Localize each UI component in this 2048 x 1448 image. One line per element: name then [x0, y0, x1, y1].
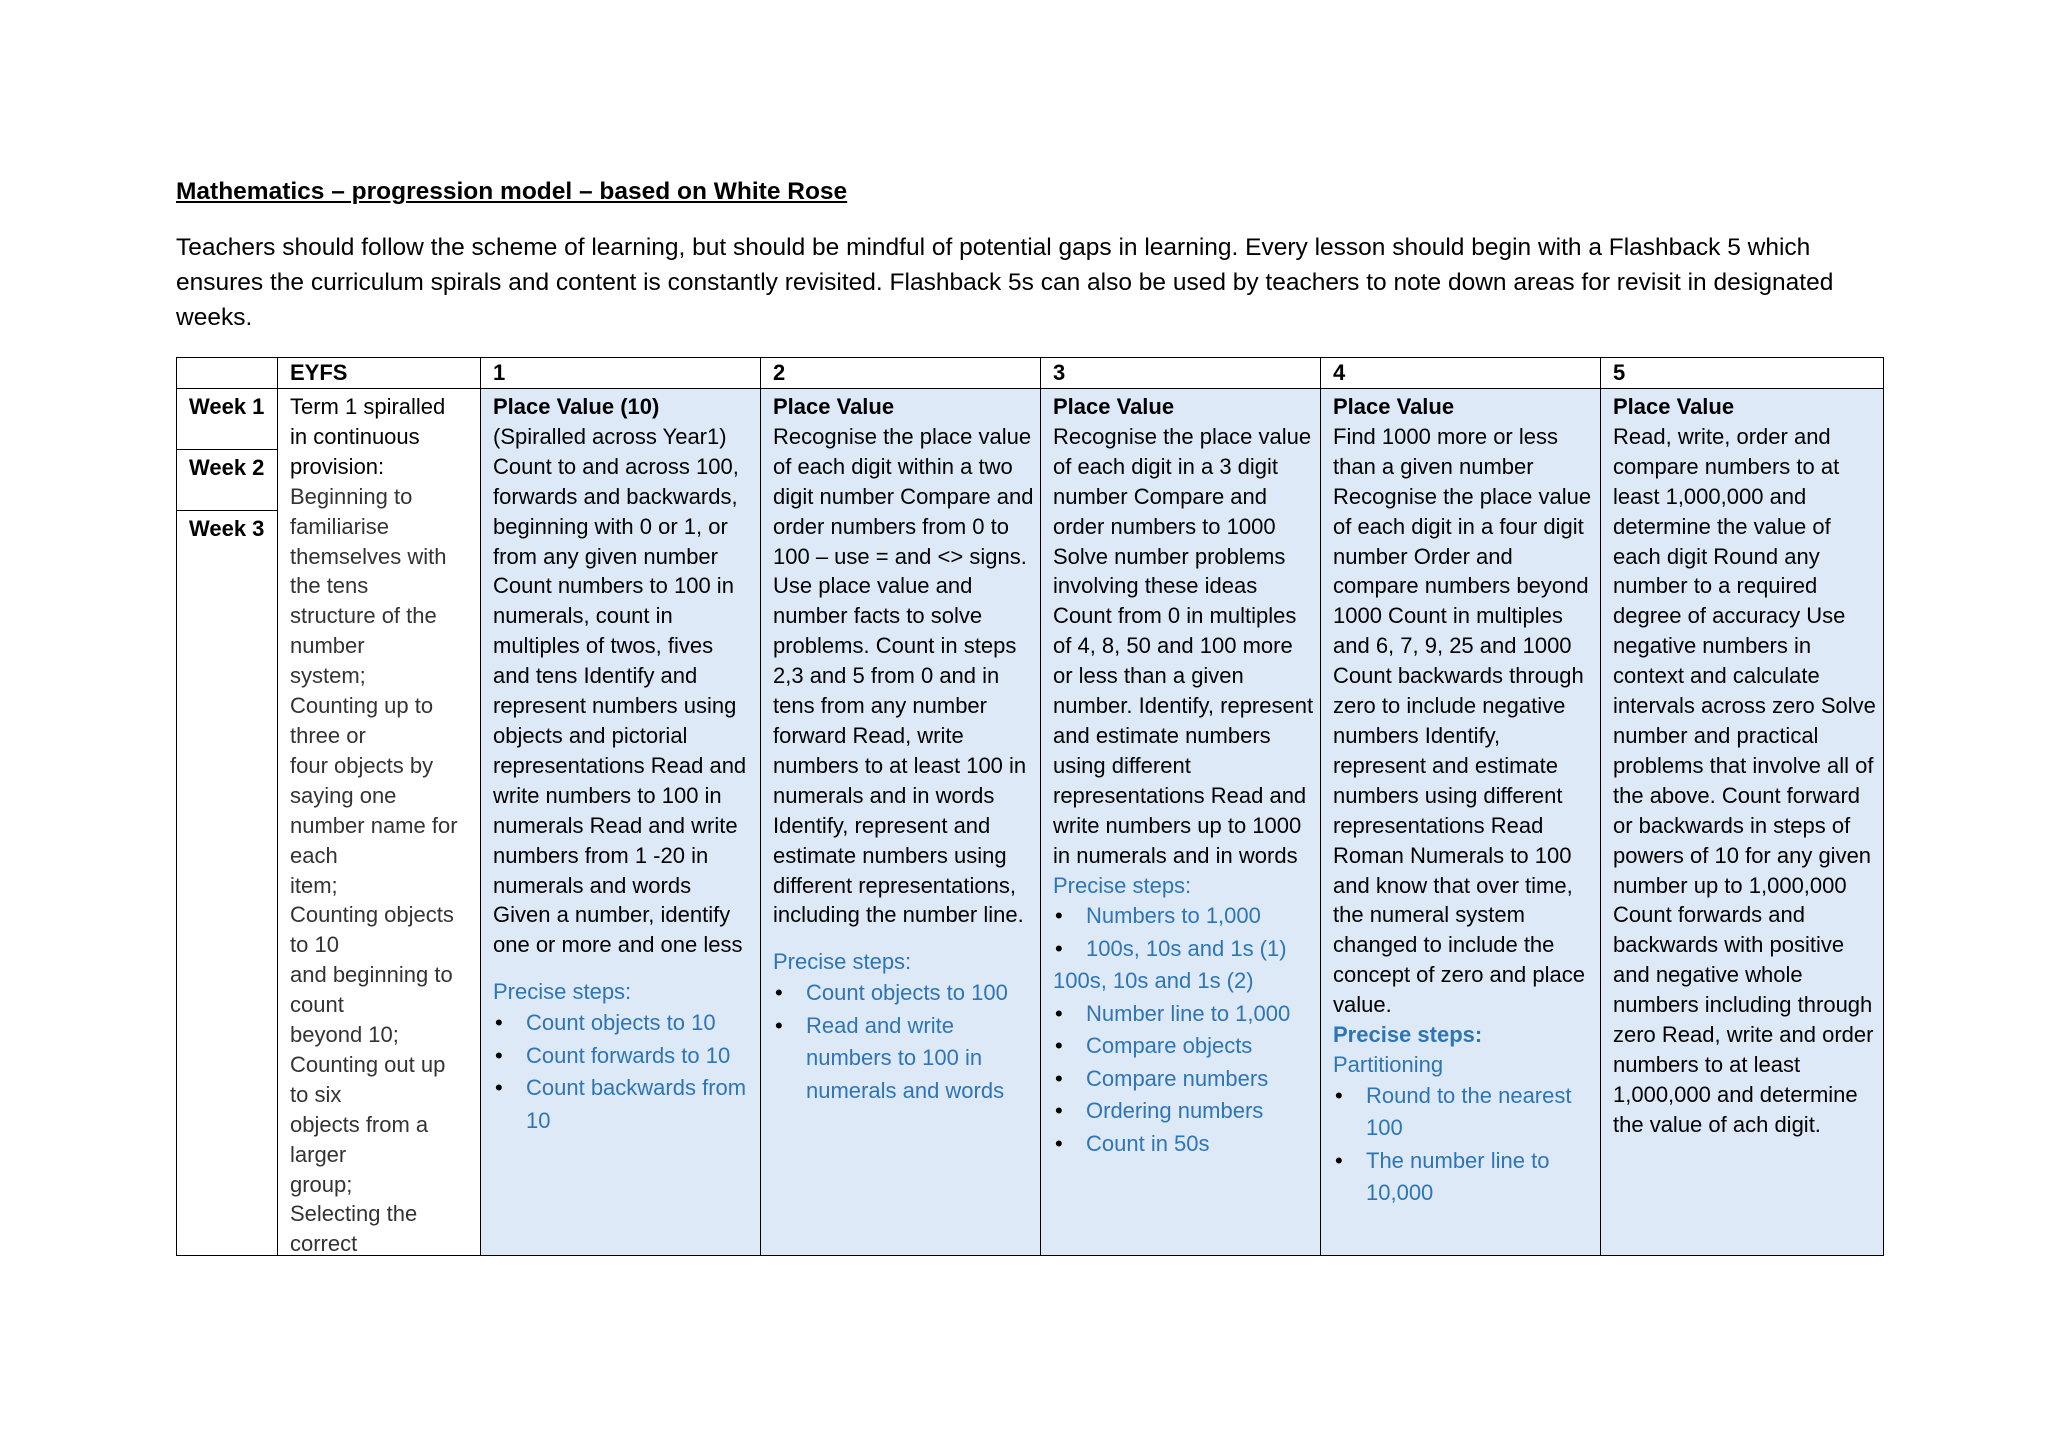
list-item: • Count objects to 10 — [493, 1007, 754, 1040]
year-2-cell — [761, 389, 1041, 1255]
eyfs-line: familiarise — [290, 513, 390, 539]
year-4-objectives: Find 1000 more or less than a given number Recognise the place value of each digit in a four digit number Order and compare numbers beyond 1000 Count in multiples and 6, 7, 9, 25 and 1000 Count backwards through zero to include negative numbers Identify, represent and estimate numbers using different representations Read Roman Numerals to 100 and know that over time, the numeral system changed to include the concept of zero and place value. — [1333, 423, 1592, 1018]
eyfs-lead-1: Term 1 spiralled — [290, 394, 446, 419]
header-year-3: 3 — [1041, 358, 1321, 389]
eyfs-lines — [290, 482, 474, 1255]
year-1-steps-label: Precise steps: — [493, 979, 632, 1005]
list-item: • 100s, 10s and 1s (1) — [1053, 933, 1314, 966]
year-3-heading: Place Value — [1053, 394, 1175, 419]
header-year-1: 1 — [481, 358, 761, 389]
year-4-cell — [1321, 389, 1601, 1255]
eyfs-line: system; — [290, 663, 366, 689]
eyfs-line: themselves with — [290, 543, 447, 569]
year-5-objectives: Read, write, order and compare numbers to at least 1,000,000 and determine the value of each digit Round any number to a required degree of accuracy Use negative numbers in context and calculate intervals across zero Solve number and practical problems that involve all of the above. Count forward or backwards in steps of powers of 10 for any given number up to 1,000,000 Count forwards and backwards with positive and negative whole numbers including through zero Read, write and order numbers to at least 1,000,000 and determine the value of ach digit. — [1613, 423, 1876, 1137]
eyfs-line: number — [290, 633, 365, 659]
header-year-4: 4 — [1321, 358, 1601, 389]
eyfs-line: Counting objects — [290, 902, 454, 928]
list-item: • Read and write numbers to 100 in numerals and words — [773, 1010, 1034, 1108]
eyfs-line: number name for — [290, 812, 458, 838]
eyfs-line: Selecting the — [290, 1201, 418, 1227]
year-2-steps-list — [773, 977, 1034, 1107]
eyfs-line: count — [290, 992, 344, 1018]
eyfs-line: Counting up to — [290, 693, 434, 719]
eyfs-line: objects from a — [290, 1111, 429, 1137]
list-item: • Count forwards to 10 — [493, 1040, 754, 1073]
eyfs-line: the tens — [290, 573, 369, 599]
eyfs-line: and beginning to — [290, 962, 453, 988]
page-title: Mathematics – progression model – based on White Rose — [176, 178, 848, 205]
eyfs-lead-3: provision: — [290, 453, 385, 479]
eyfs-line: saying one — [290, 782, 397, 808]
year-4-sub-label: Partitioning — [1333, 1051, 1444, 1077]
year-1-heading: Place Value (10) — [493, 394, 660, 419]
year-2-objectives: Recognise the place value of each digit within a two digit number Compare and order numbers from 0 to 100 – use = and <> signs. Use place value and number facts to solve problems. Count in steps 2,3 and 5 from 0 and in tens from any number forward Read, write numbers to at least 100 in numerals and in words Identify, represent and estimate numbers using different representations, including the number line. — [773, 423, 1034, 928]
eyfs-line: correct — [290, 1231, 358, 1255]
year-5-cell — [1601, 389, 1883, 1255]
eyfs-line: three or — [290, 722, 366, 748]
list-item: • Ordering numbers — [1053, 1095, 1314, 1128]
year-3-steps-list — [1053, 900, 1314, 1160]
header-year-2: 2 — [761, 358, 1041, 389]
eyfs-line: Counting out up — [290, 1051, 446, 1077]
intro-paragraph: Teachers should follow the scheme of learning, but should be mindful of potential gaps in learning. Every lesson should begin with a Flashback 5 which ensures the curriculum spirals and content is constantly revisited. Flashback 5s can also be used by teachers to note down areas for revisit in designated weeks. — [176, 234, 1834, 331]
week-3-label: Week 3 — [189, 516, 265, 541]
list-item: • Count objects to 100 — [773, 977, 1034, 1010]
week-1-label: Week 1 — [177, 389, 277, 450]
eyfs-cell — [278, 389, 481, 1255]
list-item: • Numbers to 1,000 — [1053, 900, 1314, 933]
eyfs-line: item; — [290, 872, 338, 898]
eyfs-line: four objects by — [290, 752, 434, 778]
eyfs-line: each — [290, 842, 338, 868]
eyfs-line: Beginning to — [290, 483, 413, 509]
year-2-heading: Place Value — [773, 394, 895, 419]
list-item: • Round to the nearest 100 — [1333, 1080, 1594, 1145]
progression-table — [176, 357, 1884, 1256]
week-2-label: Week 2 — [177, 450, 277, 511]
eyfs-line: structure of the — [290, 603, 437, 629]
week-column — [177, 389, 278, 1255]
year-4-steps-list — [1333, 1080, 1594, 1210]
header-blank — [177, 358, 278, 389]
list-item: • The number line to 10,000 — [1333, 1145, 1594, 1210]
list-item: • Count backwards from 10 — [493, 1072, 754, 1137]
eyfs-line: larger — [290, 1141, 347, 1167]
year-5-heading: Place Value — [1613, 394, 1735, 419]
list-item: • Count in 50s — [1053, 1128, 1314, 1161]
eyfs-line: group; — [290, 1171, 353, 1197]
eyfs-line: to 10 — [290, 932, 339, 958]
eyfs-lead-2: in continuous — [290, 423, 420, 449]
list-item: • Compare numbers — [1053, 1063, 1314, 1096]
list-item: • Compare objects — [1053, 1030, 1314, 1063]
year-1-objectives: (Spiralled across Year1) Count to and across 100, forwards and backwards, beginning with 0 or 1, or from any given number Count numbers to 100 in numerals, count in multiples of twos, fives and tens Identify and represent numbers using objects and pictorial representations Read and write numbers to 100 in numerals Read and write numbers from 1 -20 in numerals and words Given a number, identify one or more and one less — [493, 423, 747, 958]
year-2-steps-label: Precise steps: — [773, 949, 912, 975]
header-eyfs: EYFS — [278, 358, 481, 389]
year-1-steps-list — [493, 1007, 754, 1137]
list-item: 100s, 10s and 1s (2) — [1053, 968, 1254, 994]
year-4-heading: Place Value — [1333, 394, 1455, 419]
year-1-cell — [481, 389, 761, 1255]
year-3-objectives: Recognise the place value of each digit in a 3 digit number Compare and order numbers to 1000 Solve number problems involving these ideas Count from 0 in multiples of 4, 8, 50 and 100 more or less than a given number. Identify, represent and estimate numbers using different representations Read and write numbers up to 1000 in numerals and in words — [1053, 423, 1314, 868]
eyfs-line: beyond 10; — [290, 1022, 399, 1048]
list-item: • Number line to 1,000 — [1053, 998, 1314, 1031]
header-year-5: 5 — [1601, 358, 1883, 389]
year-4-steps-label: Precise steps: — [1333, 1022, 1483, 1048]
year-3-steps-label: Precise steps: — [1053, 872, 1192, 898]
year-3-cell — [1041, 389, 1321, 1255]
eyfs-line: to six — [290, 1081, 342, 1107]
